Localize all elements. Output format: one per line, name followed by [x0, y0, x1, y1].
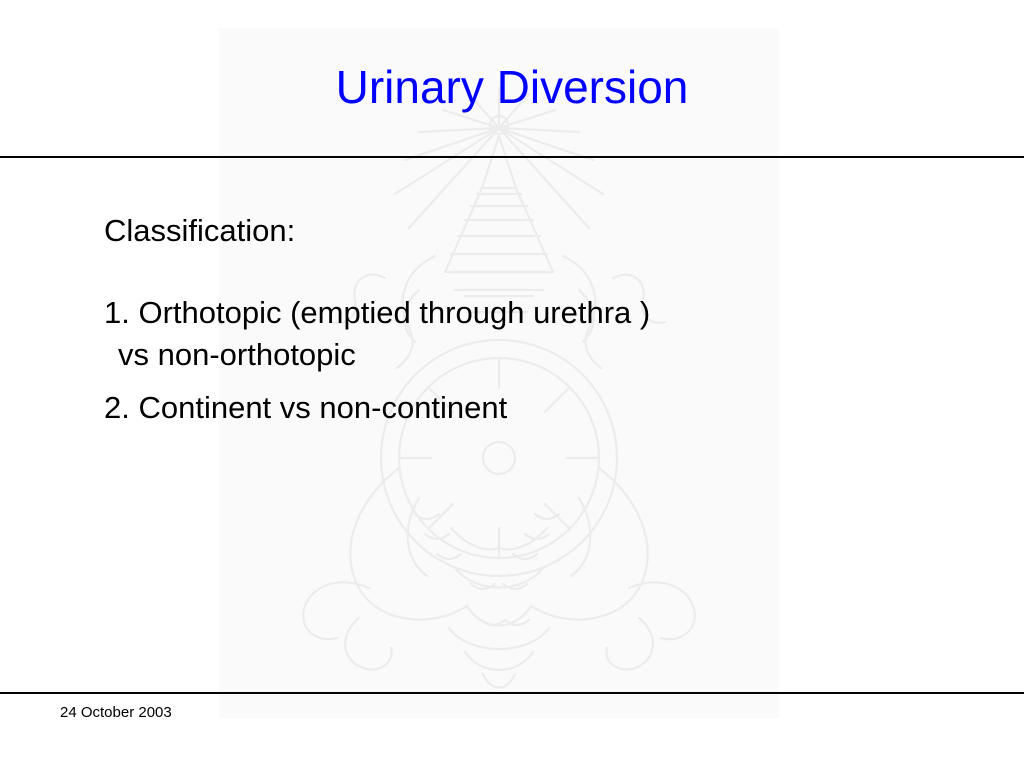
body-heading: Classification:: [104, 213, 296, 248]
page-title: Urinary Diversion: [335, 61, 689, 113]
body-line-3: 2. Continent vs non-continent: [104, 390, 508, 426]
footer-divider: [0, 692, 1024, 694]
footer-date: 24 October 2003: [60, 704, 172, 721]
body-line-2: vs non-orthotopic: [118, 336, 356, 372]
title-divider: [0, 156, 1024, 158]
slide-body: [104, 212, 964, 427]
body-line-1: 1. Orthotopic (emptied through urethra ): [104, 294, 651, 330]
